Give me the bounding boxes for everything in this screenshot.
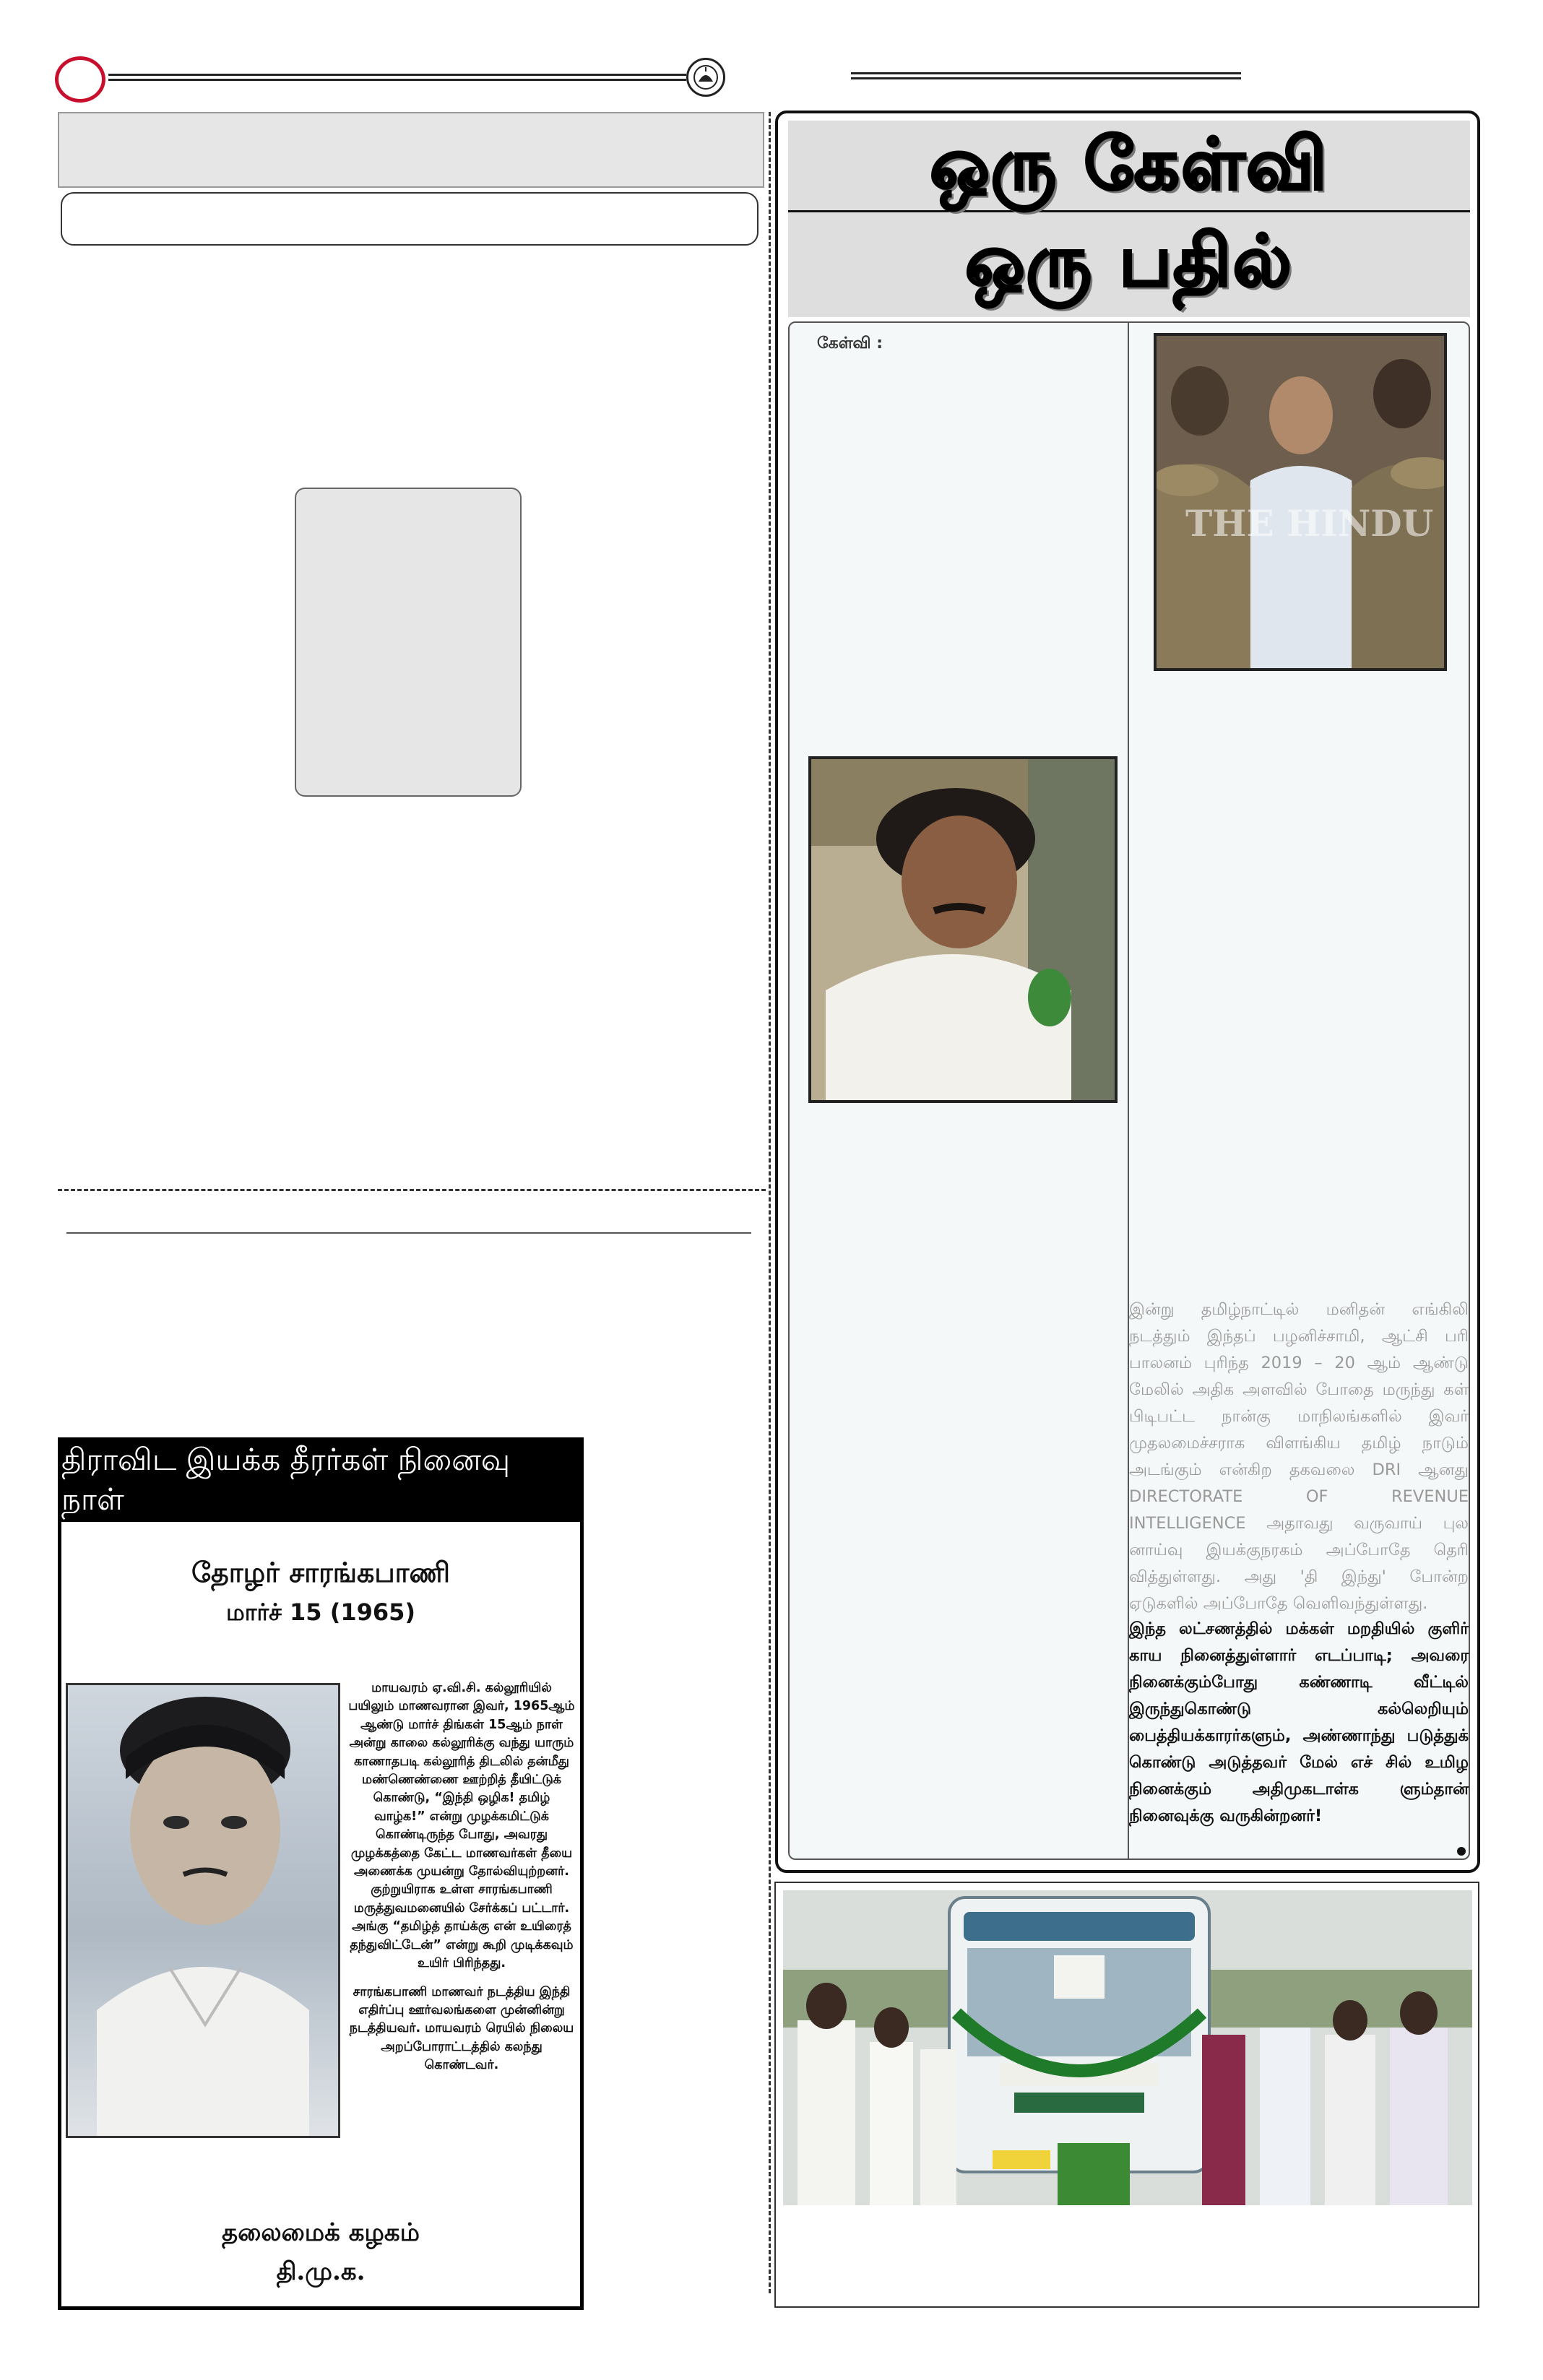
photo-watermark: THE HINDU <box>1185 502 1434 545</box>
left-subheading-box <box>61 192 758 246</box>
bus-photo-box <box>774 1882 1479 2308</box>
memorial-footer-party: தி.மு.க. <box>276 2257 366 2286</box>
qa-title-line2: ஒரு பதில் <box>965 220 1293 303</box>
section-separator <box>66 1232 751 1234</box>
answer-text-faded: இன்று தமிழ்நாட்டில் மனிதன் எங்கிலி நடத்தும் இந்தப் பழனிச்சாமி, ஆட்சி பரி பாலனம் புரிந்த 2019 – 20 ஆம் ஆண்டு மேலில் அதிக அளவில் போதை மருந்து கள் பிடிபட்ட நான்கு மாநிலங்களில் இவர் முதலமைச்சராக விளங்கிய தமிழ் நாடும் அடங்கும் என்கிற தகவலை DRI ஆனது DIRECTORATE OF REVENUE INTELLIGENCE அதாவது வருவாய் புல னாய்வு இயக்குநரகம் அப்போதே தெரி வித்துள்ளது. அது 'தி இந்து' போன்ற ஏடுகளில் அப்போதே வெளிவந்துள்ளது. <box>1129 1300 1469 1613</box>
left-headline-box <box>58 112 764 188</box>
portrait-photo <box>66 1683 340 2138</box>
answer-text: இந்த லட்சணத்தில் மக்கள் மறதியில் குளிர் காய நினைத்துள்ளார் எடப்பாடி; அவரை நினைக்கும்போது கண்ணாடி வீட்டில் இருந்துகொண்டு கல்லெறியும் பைத்தியக்காரர்களும், அண்ணாந்து படுத்துக் கொண்டு அடுத்தவர் மேல் எச் சில் உமிழ நினைக்கும் அதிமுகடாள்க ளும்தான் நினைவுக்கு வருகின்றனர்! <box>1129 1619 1469 1825</box>
memorial-heading: திராவிட இயக்க தீரர்கள் நினைவு நாள் <box>61 1441 580 1522</box>
qa-panel <box>775 111 1480 1873</box>
qa-content <box>788 321 1470 1860</box>
memorial-name: தோழர் சாரங்கபாணி <box>191 1557 450 1588</box>
qa-title-line1: ஒரு கேள்வி <box>930 124 1328 206</box>
header-rule-left <box>108 74 686 81</box>
section-separator-dashed <box>58 1189 766 1191</box>
memorial-notice <box>58 1437 584 2310</box>
header-rule-right <box>851 72 1241 79</box>
bus-inauguration-photo <box>783 1890 1472 2205</box>
article-end-mark <box>1457 1847 1466 1856</box>
memorial-text <box>347 1679 576 2085</box>
memorial-paragraph: சாரங்கபாணி மாணவர் நடத்திய இந்தி எதிர்ப்பு ஊர்வலங்களை முன்னின்று நடத்தியவர். மாயவரம் ரெயில் நிலைய அறப்போராட்டத்தில் கலந்து கொண்டவர். <box>349 1984 574 2073</box>
memorial-paragraph: மாயவரம் ஏ.வி.சி. கல்லூரியில் பயிலும் மாணவரான இவர், 1965ஆம் ஆண்டு மார்ச் திங்கள் 15ஆம் நாள் அன்று காலை கல்லூரிக்கு வந்து யாரும் காணாதபடி கல்லூரித் திடலில் தன்மீது மண்ணெண்ணை ஊற்றித் தீயிட்டுக் கொண்டு, “இந்தி ஒழிக! தமிழ் வாழ்க!” என்று முழக்கமிட்டுக் கொண்டிருந்த போது, அவரது முழக்கத்தை கேட்ட மாணவர்கள் தீயை அணைக்க முயன்று தோல்வியுற்றனர். குற்றுயிராக உள்ள சாரங்கபாணி மருத்துவமனையில் சேர்க்கப் பட்டார். அங்கு “தமிழ்த் தாய்க்கு என் உயிரைத் தந்துவிட்டேன்” என்று கூறி முடிக்கவும் உயிர் பிரிந்தது. <box>348 1681 575 1971</box>
rising-sun-emblem-icon <box>686 58 725 97</box>
left-photo-frame <box>295 488 522 797</box>
crowd-photo <box>1154 333 1447 671</box>
politician-photo <box>808 756 1118 1103</box>
memorial-footer: தலைமைக் கழகம் <box>222 2218 420 2247</box>
question-label: கேள்வி : <box>817 334 883 352</box>
column-divider <box>769 112 771 2293</box>
memorial-date: மார்ச் 15 (1965) <box>225 1598 416 1626</box>
page-number-badge <box>55 56 105 103</box>
